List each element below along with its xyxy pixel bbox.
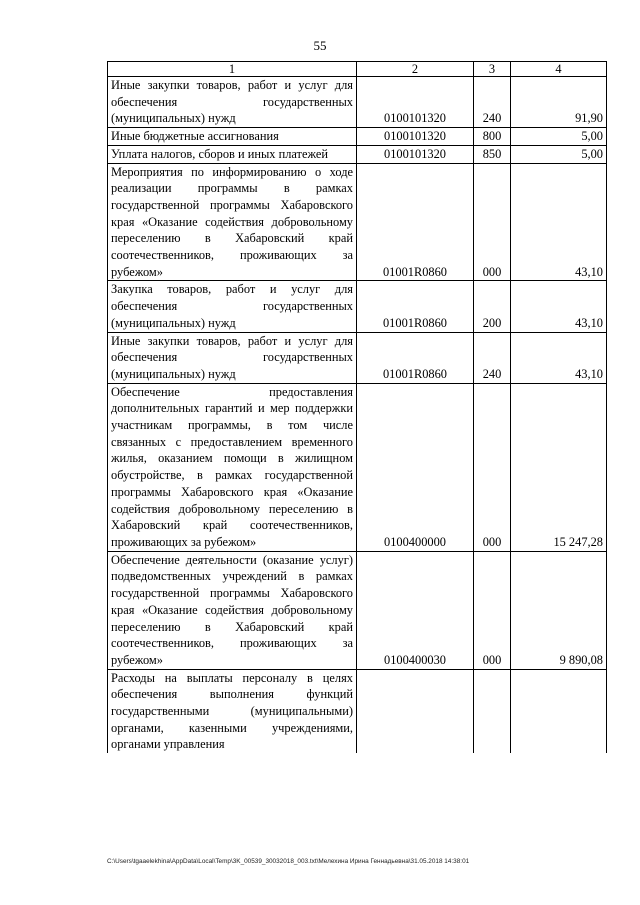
expense-name: Иные закупки товаров, работ и услуг для обеспечения государственных (муниципальных) нужд <box>108 332 357 383</box>
target-article-code: 01001R0860 <box>357 332 474 383</box>
amount: 43,10 <box>511 281 607 332</box>
table-row <box>108 77 607 128</box>
expense-type-code: 850 <box>474 145 511 163</box>
expense-name: Обеспечение деятельности (оказание услуг) подведомственных учреждений в рамках государственной программы Хабаровского края «Оказание содействия добровольному переселению в Хабаровский край соотечественников, проживающих за рубежом» <box>108 551 357 669</box>
amount <box>511 669 607 753</box>
amount: 5,00 <box>511 128 607 146</box>
expense-name: Закупка товаров, работ и услуг для обеспечения государственных (муниципальных) нужд <box>108 281 357 332</box>
table-row <box>108 551 607 669</box>
expense-type-code: 000 <box>474 163 511 281</box>
target-article-code: 0100400000 <box>357 383 474 551</box>
expense-type-code: 200 <box>474 281 511 332</box>
expense-type-code: 240 <box>474 332 511 383</box>
table-row <box>108 332 607 383</box>
expense-name: Иные закупки товаров, работ и услуг для обеспечения государственных (муниципальных) нужд <box>108 77 357 128</box>
table-header-row <box>108 62 607 77</box>
target-article-code: 0100400030 <box>357 551 474 669</box>
table-row <box>108 383 607 551</box>
table-row <box>108 669 607 753</box>
table-row <box>108 163 607 281</box>
target-article-code <box>357 669 474 753</box>
target-article-code: 0100101320 <box>357 77 474 128</box>
expense-name: Обеспечение предоставления дополнительных гарантий и мер поддержки участникам программы, в том числе связанных с предоставлением временного жилья, оказанием помощи в жилищном обустройстве, в рамках государственной программы Хабаровского края «Оказание содействия добровольному переселению в Хабаровский край соотечественников, проживающих за рубежом» <box>108 383 357 551</box>
expense-name: Мероприятия по информированию о ходе реализации программы в рамках государственной программы Хабаровского края «Оказание содействия добровольному переселению в Хабаровский край соотечественников, проживающих за рубежом» <box>108 163 357 281</box>
header-cell: 1 <box>108 62 357 77</box>
amount: 15 247,28 <box>511 383 607 551</box>
header-cell: 4 <box>511 62 607 77</box>
target-article-code: 0100101320 <box>357 128 474 146</box>
page-number: 55 <box>313 38 327 53</box>
expense-name: Иные бюджетные ассигнования <box>108 128 357 146</box>
target-article-code: 01001R0860 <box>357 163 474 281</box>
expense-name: Уплата налогов, сборов и иных платежей <box>108 145 357 163</box>
amount: 43,10 <box>511 163 607 281</box>
target-article-code: 0100101320 <box>357 145 474 163</box>
expense-type-code: 000 <box>474 383 511 551</box>
expense-type-code: 800 <box>474 128 511 146</box>
table-row <box>108 145 607 163</box>
expense-type-code: 240 <box>474 77 511 128</box>
table-row <box>108 128 607 146</box>
table-row <box>108 281 607 332</box>
expense-type-code: 000 <box>474 551 511 669</box>
file-path-footer: C:\Users\tgaaelekhina\AppData\Local\Temp\3K_00539_30032018_003.txt\Мелехина Ирина Геннадьевна\31.05.2018 14:38:01 <box>107 858 470 865</box>
amount: 91,90 <box>511 77 607 128</box>
budget-table <box>107 61 607 753</box>
target-article-code: 01001R0860 <box>357 281 474 332</box>
header-cell: 2 <box>357 62 474 77</box>
expense-name: Расходы на выплаты персоналу в целях обеспечения выполнения функций государственными (муниципальными) органами, казенными учреждениями, органами управления <box>108 669 357 753</box>
amount: 43,10 <box>511 332 607 383</box>
header-cell: 3 <box>474 62 511 77</box>
amount: 5,00 <box>511 145 607 163</box>
expense-type-code <box>474 669 511 753</box>
amount: 9 890,08 <box>511 551 607 669</box>
